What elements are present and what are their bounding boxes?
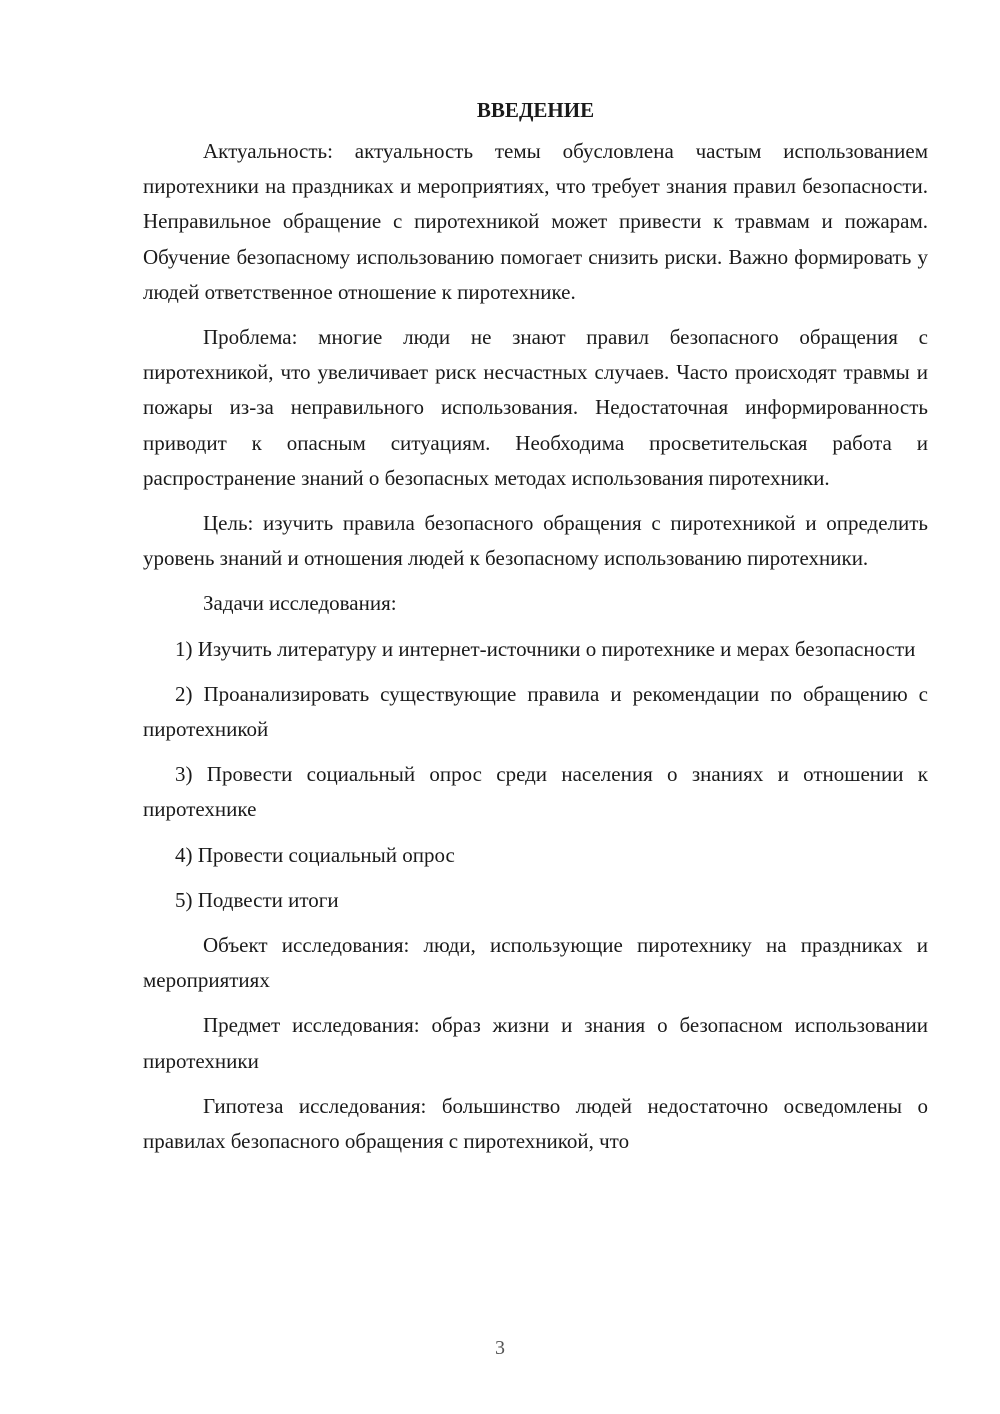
task-item-1: 1) Изучить литературу и интернет-источники о пиротехнике и мерах безопасности [175, 636, 916, 661]
paragraph-goal: Цель: изучить правила безопасного обращения с пиротехникой и определить уровень знаний и отношения людей к безопасному использованию пиротехники. [143, 511, 928, 571]
document-page [143, 94, 928, 1169]
document-title: ВВЕДЕНИЕ [476, 98, 595, 122]
paragraph-object: Объект исследования: люди, использующие пиротехнику на праздниках и мероприятиях [143, 933, 928, 993]
paragraph-tasks-heading: Задачи исследования: [203, 591, 397, 616]
paragraph-hypothesis: Гипотеза исследования: большинство людей недостаточно осведомлены о правилах безопасного обращения с пиротехникой, что [143, 1093, 928, 1154]
paragraph-problem: Проблема: многие люди не знают правил безопасного обращения с пиротехникой, что увеличивает риск несчастных случаев. Часто происходят травмы и пожары из-за неправильного использования. Недостаточная информированность приводит к опасным ситуациям. Необходима просветительская работа и распространение знаний о безопасных методах использования пиротехники. [143, 325, 928, 490]
task-item-2: 2) Проанализировать существующие правила и рекомендации по обращению с пиротехникой [143, 681, 928, 742]
paragraph-relevance: Актуальность: актуальность темы обусловлена частым использованием пиротехники на праздниках и мероприятиях, что требует знания правил безопасности. Неправильное обращение с пиротехникой может привести к травмам и пожарам. Обучение безопасному использованию помогает снизить риски. Важно формировать у людей ответственное отношение к пиротехнике. [143, 139, 928, 304]
task-item-3: 3) Провести социальный опрос среди населения о знаниях и отношении к пиротехнике [143, 762, 928, 822]
task-item-4: 4) Провести социальный опрос [175, 842, 455, 867]
task-item-5: 5) Подвести итоги [175, 887, 339, 912]
page-number: 3 [495, 1337, 505, 1359]
paragraph-subject: Предмет исследования: образ жизни и знания о безопасном использовании пиротехники [143, 1013, 928, 1073]
